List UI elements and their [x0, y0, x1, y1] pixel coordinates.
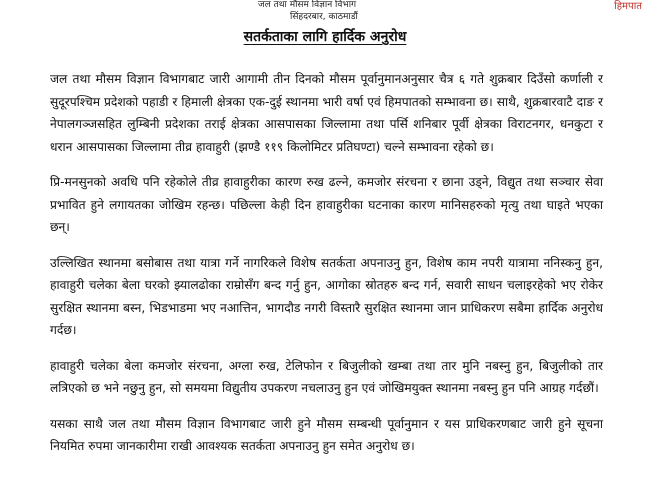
paragraph-precautions: उल्लिखित स्थानमा बसोबास तथा यात्रा गर्ने नागरिकले विशेष सतर्कता अपनाउनु हुन, विशेष काम नपरी यात्रामा ननिस्कनु हुन, हावाहुरी चलेका बेला घरको झ्यालढोका राम्रोसँग बन्द गर्नु हुन, आगोका स्रोतहरु बन्द गर्न, सवारी साधन चलाइरहेको भए रोकेर सुरक्षित स्थानमा बस्न, भिडभाडमा भए नआत्तिन, भागदौड नगरी विस्तारै सुरक्षित स्थानमा जान प्राधिकरण सबैमा हार्दिक अनुरोध गर्दछ।: [50, 255, 603, 337]
letterhead-address: सिंहदरबार, काठमाडौं: [290, 12, 358, 22]
paragraph-closing-request: यसका साथै जल तथा मौसम विज्ञान विभागबाट जारी हुने मौसम सम्बन्धी पूर्वानुमान र यस प्राधिकरणबाट जारी हुने सूचना नियमित रुपमा जानकारीमा राखी आवश्यक सतर्कता अपनाउनु हुन समेत अनुरोध छ।: [50, 416, 603, 453]
paragraph-forecast: जल तथा मौसम विज्ञान विभागबाट जारी आगामी तीन दिनको मौसम पूर्वानुमानअनुसार चैत्र ६ गते शुक्रबार दिउँसो कर्णाली र सुदूरपश्चिम प्रदेशको पहाडी र हिमाली क्षेत्रका एक-दुई स्थानमा भारी वर्षा एवं हिमपातको सम्भावना छ। साथै, शुक्रबारवाटै दाङ र नेपालगञ्जसहित लुम्बिनी प्रदेशका तराई क्षेत्रका आसपासका जिल्लामा तथा पर्सि शनिबार पूर्वी क्षेत्रका विराटनगर, धनकुटा र धरान आसपासका जिल्लामा तीव्र हावाहुरी (झण्डै ११९ किलोमिटर प्रतिघण्टा) चल्ने सम्भावना रहेको छ।: [50, 72, 603, 154]
paragraph-premonsoon-risk: प्रि-मनसुनको अवधि पनि रहेकोले तीव्र हावाहुरीका कारण रुख ढल्ने, कमजोर संरचना र छाना उड्ने, विद्युत तथा सञ्चार सेवा प्रभावित हुने लगायतका जोखिम रहन्छ। पछिल्ला केही दिन हावाहुरीका घटनाका कारण मानिसहरुको मृत्यु तथा घाइते भएका छन्।: [50, 175, 603, 234]
letterhead-org: जल तथा मौसम विज्ञान विभाग: [258, 0, 357, 10]
paragraph-safety-advice: हावाहुरी चलेका बेला कमजोर संरचना, अग्ला रुख, टेलिफोन र बिजुलीको खम्बा तथा तार मुनि नबस्नु हुन, बिजुलीको तार लत्रिएको छ भने नछुनु हुन, सो समयमा विद्युतीय उपकरण नचलाउनु हुन एवं जोखिमयुक्त स्थानमा नबस्नु हुन पनि आग्रह गर्दछौं।: [50, 358, 603, 395]
letterhead-red-text: हिमपात: [614, 1, 642, 12]
page-title: [0, 27, 650, 46]
page-title-text: सतर्कताका लागि हार्दिक अनुरोध: [243, 29, 407, 45]
document-body: [50, 68, 603, 471]
